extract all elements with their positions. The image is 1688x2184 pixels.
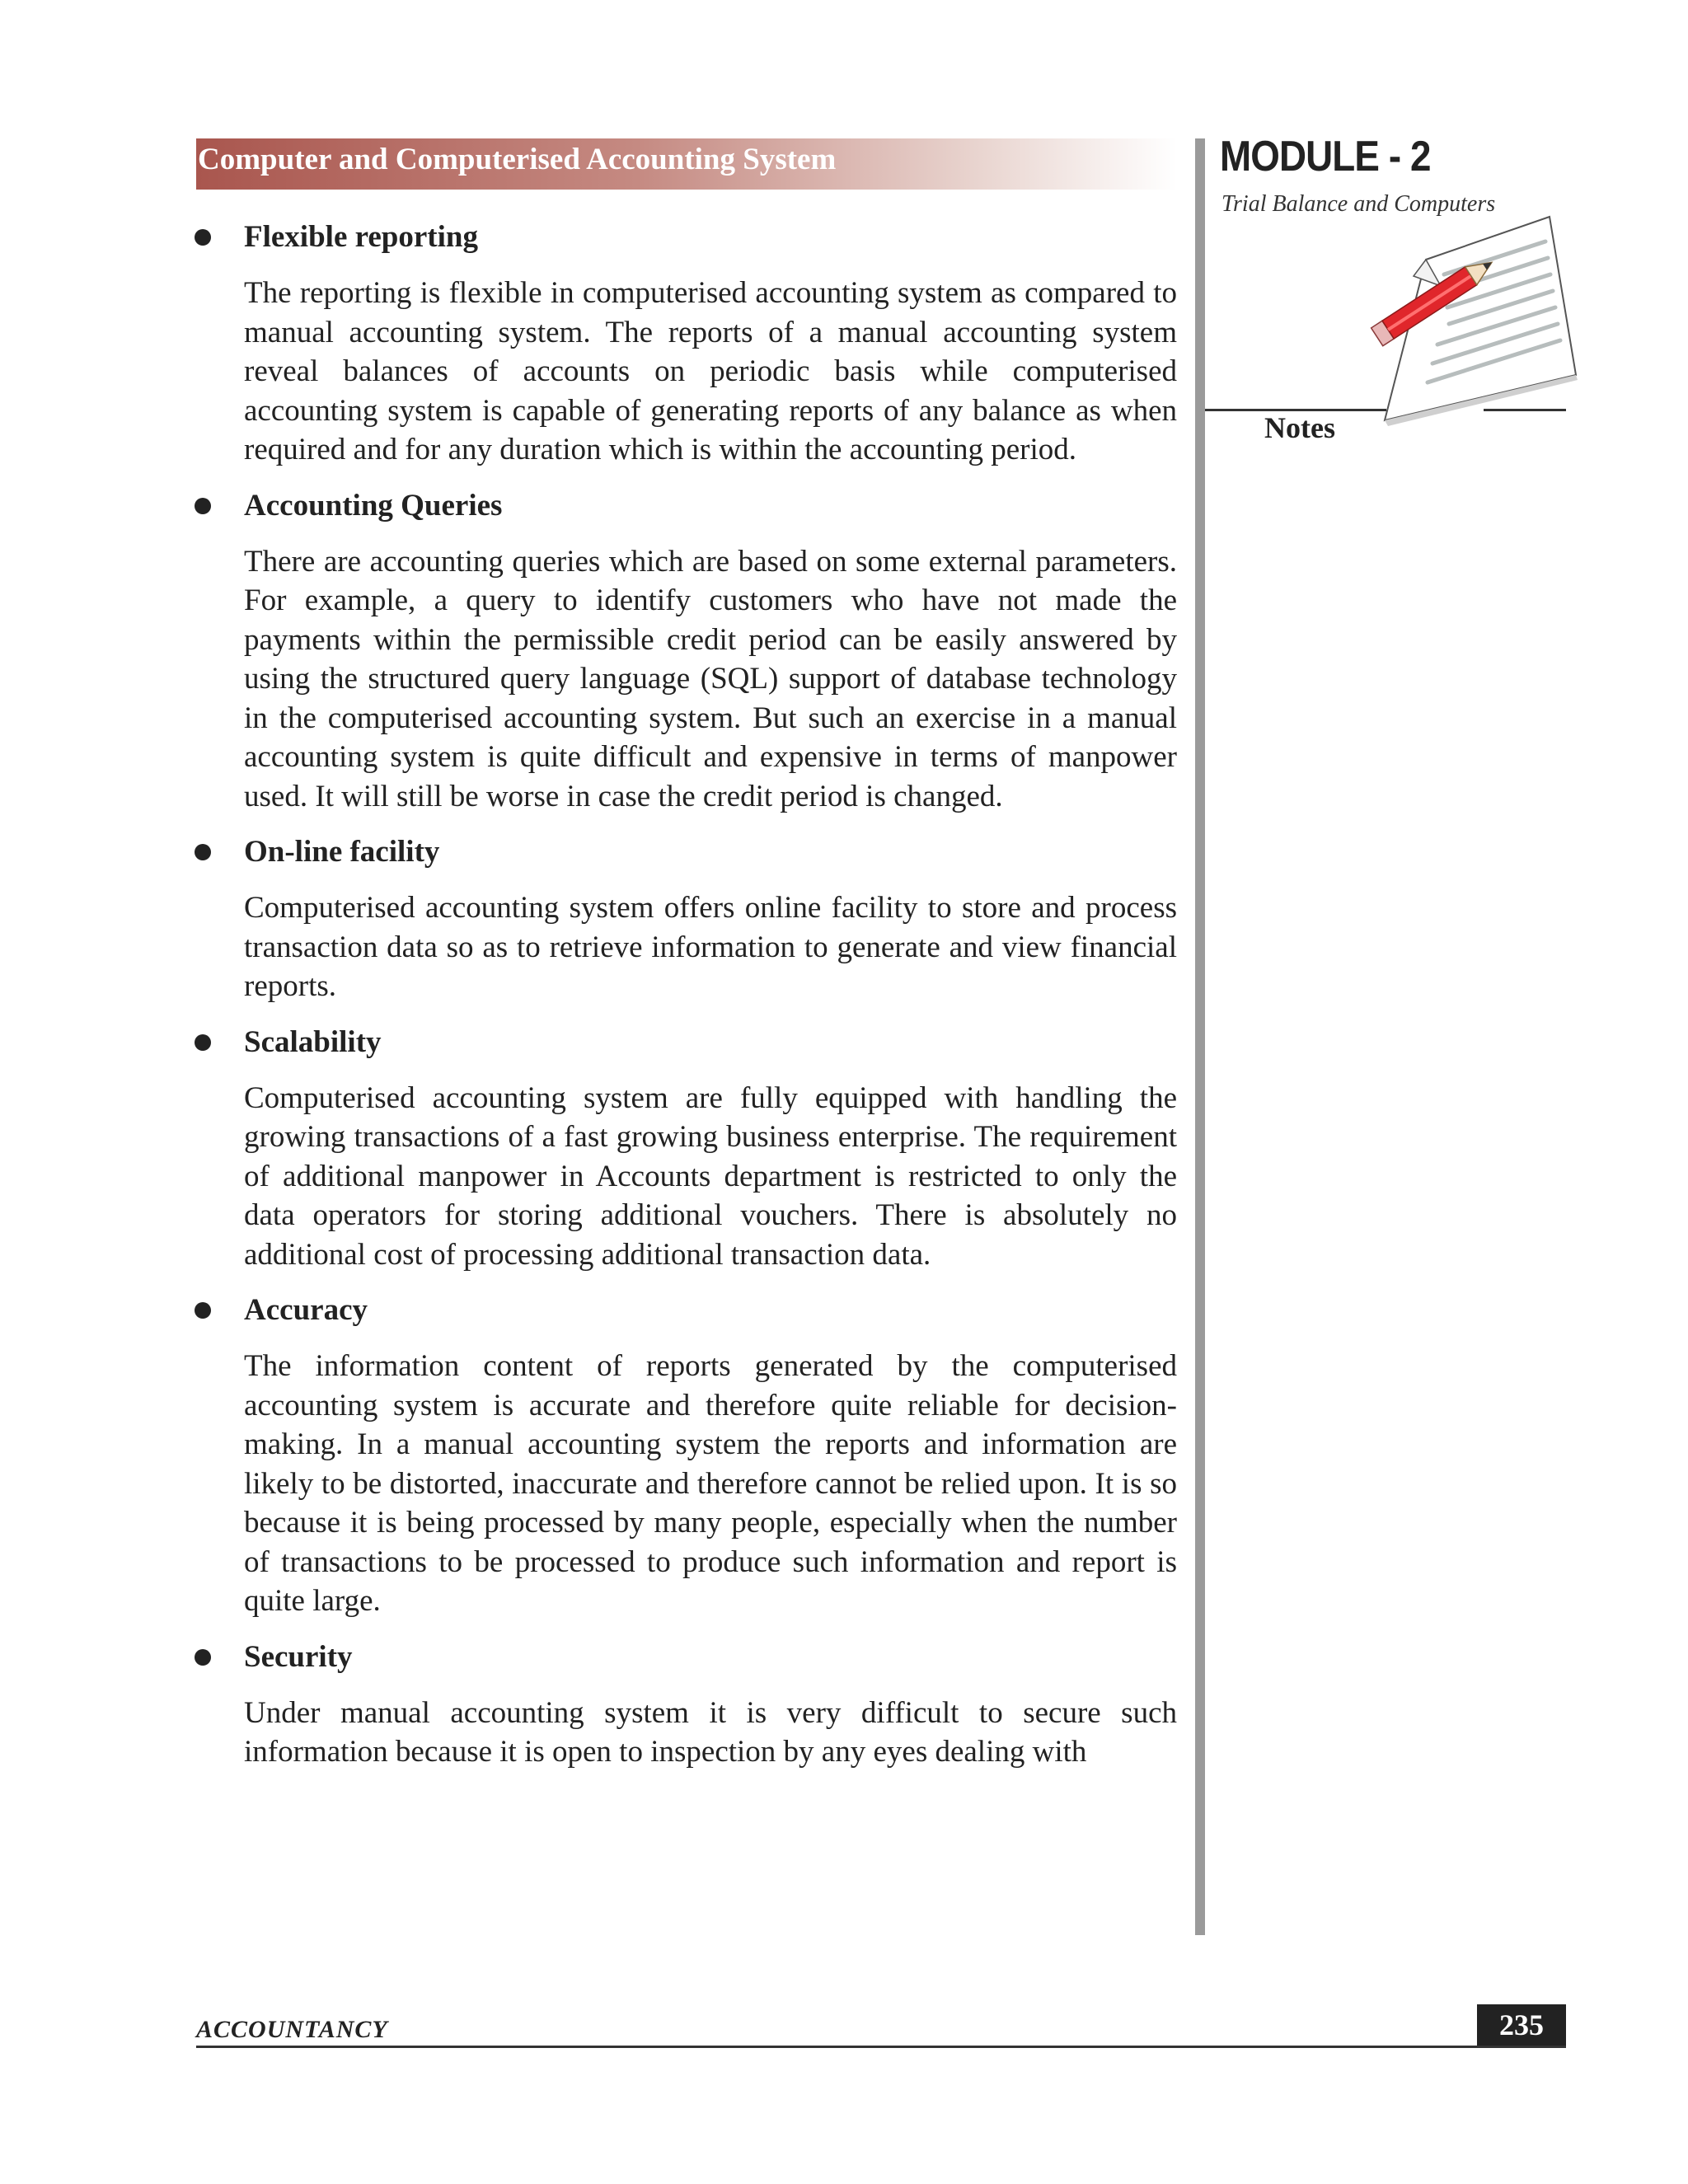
bullet-icon	[195, 844, 211, 860]
section-heading	[188, 831, 1177, 874]
section-heading-text: Accounting Queries	[244, 488, 503, 523]
notes-pencil-icon	[1352, 210, 1582, 449]
section-body: There are accounting queries which are based on some external parameters. For example, a query to identify customers who have not made the payments within the permissible credit period can be easily answered by using the structured query language (SQL) support of database technology in the computerised accounting system. But such an exercise in a manual accounting system is quite difficult and expensive in terms of manpower used. It will still be worse in case the credit period is changed.	[244, 544, 1177, 813]
section-online-facility	[188, 831, 1177, 1006]
section-heading	[188, 485, 1177, 527]
section-heading-text: Security	[244, 1639, 353, 1674]
chapter-title: Computer and Computerised Accounting System	[198, 143, 837, 176]
section-heading-text: On-line facility	[244, 835, 440, 869]
section-heading-text: Scalability	[244, 1024, 382, 1059]
main-content	[188, 216, 1177, 1787]
notes-label: Notes	[1264, 411, 1335, 444]
module-title: MODULE - 2	[1220, 133, 1431, 180]
bullet-icon	[195, 1649, 211, 1666]
section-body: The reporting is flexible in computerised accounting system as compared to manual accounting system. The reports of a manual accounting system reveal balances of accounts on periodic basis while computerised accounting system is capable of generating reports of any balance as when required and for any duration which is within the accounting period.	[244, 276, 1177, 466]
section-heading	[188, 216, 1177, 259]
section-accounting-queries	[188, 485, 1177, 817]
section-body: The information content of reports generated by the computerised accounting system is accurate and therefore quite reliable for decision-making. In a manual accounting system the reports and information are likely to be distorted, inaccurate and therefore cannot be relied upon. It is so because it is being processed by many people, especially when the number of transactions to be processed to produce such information and report is quite large.	[244, 1349, 1177, 1618]
page-number: 235	[1477, 2004, 1566, 2046]
bullet-icon	[195, 498, 211, 514]
section-flexible-reporting	[188, 216, 1177, 470]
notes-rule-right	[1484, 409, 1566, 411]
section-accuracy	[188, 1289, 1177, 1621]
section-heading-text: Flexible reporting	[244, 220, 478, 254]
bullet-icon	[195, 229, 211, 246]
section-body: Under manual accounting system it is very difficult to secure such information because it is open to inspection by any eyes dealing with	[244, 1695, 1177, 1769]
section-heading-text: Accuracy	[244, 1293, 368, 1327]
module-subtitle: Trial Balance and Computers	[1221, 191, 1496, 217]
section-body: Computerised accounting system are fully equipped with handling the growing transactions of a fast growing business enterprise. The requirement of additional manpower in Accounts department is restricted to only the data operators for storing additional vouchers. There is absolutely no additional cost of processing additional transaction data.	[244, 1080, 1177, 1272]
section-security	[188, 1636, 1177, 1772]
section-scalability	[188, 1021, 1177, 1275]
footer-rule	[196, 2046, 1566, 2048]
footer-subject: ACCOUNTANCY	[196, 2016, 388, 2043]
bullet-icon	[195, 1034, 211, 1051]
section-heading	[188, 1636, 1177, 1679]
section-heading	[188, 1021, 1177, 1064]
margin-divider	[1195, 138, 1205, 1935]
section-heading	[188, 1289, 1177, 1332]
section-body: Computerised accounting system offers online facility to store and process transaction data so as to retrieve information to generate and view financial reports.	[244, 891, 1177, 1003]
bullet-icon	[195, 1302, 211, 1319]
